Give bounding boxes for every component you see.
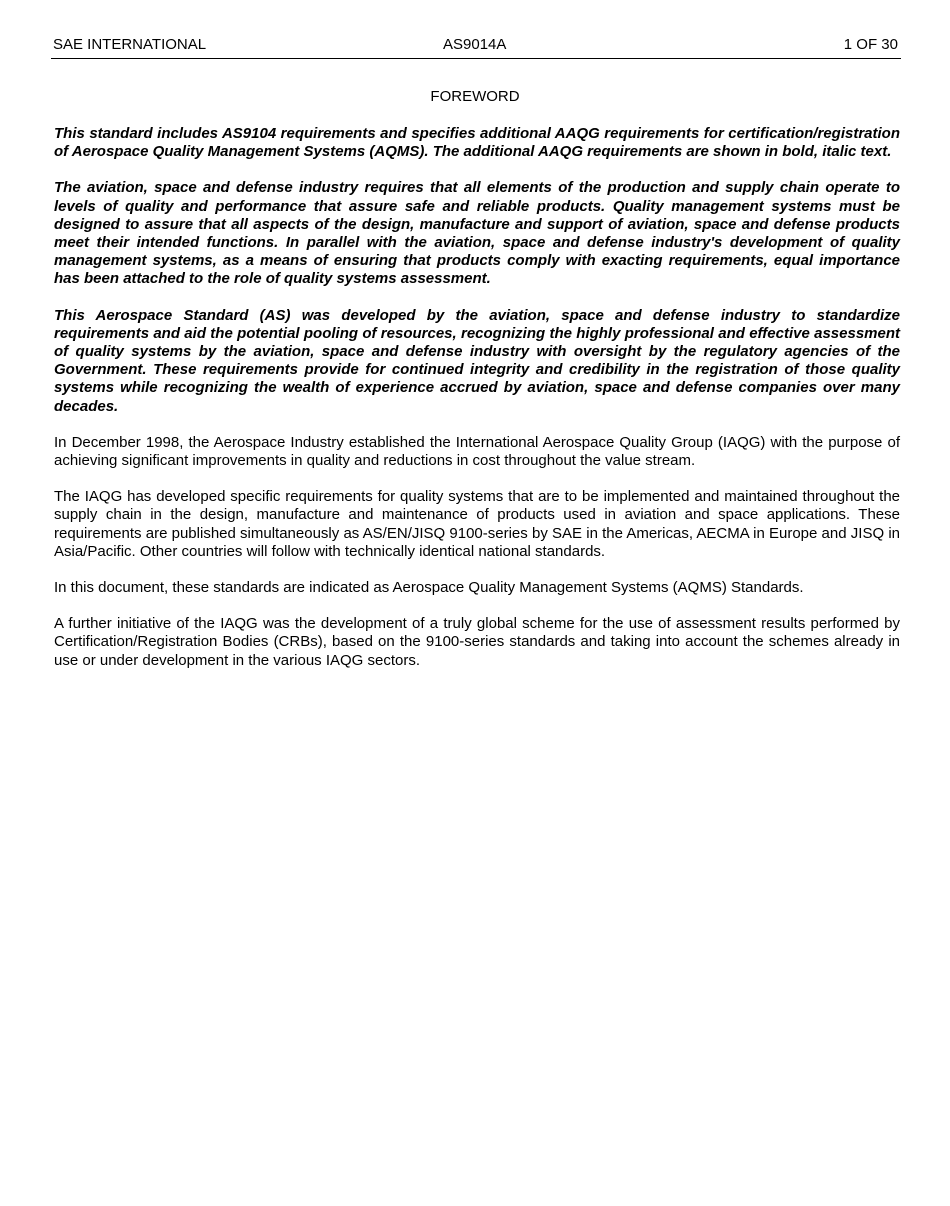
- paragraph-iaqg-requirements: The IAQG has developed specific requirements for quality systems that are to be implemented and maintained throughout the supply chain in the design, manufacture and maintenance of products used in aviation and space applications. These requirements are published simultaneously as AS/EN/JISQ 9100-series by SAE in the Americas, AECMA in Europe and JISQ in Asia/Pacific. Other countries will follow with technically identical national standards.: [54, 488, 900, 560]
- header-document-number: AS9014A: [443, 36, 507, 53]
- paragraph-aqms-standards: In this document, these standards are indicated as Aerospace Quality Management Systems (AQMS) Standards.: [54, 579, 804, 597]
- document-body: [54, 125, 900, 688]
- header-page-number: 1 OF 30: [843, 36, 898, 53]
- page-header: [51, 34, 901, 59]
- paragraph-industry-requirements: The aviation, space and defense industry requires that all elements of the production and supply chain operate to levels of quality and performance that assure safe and reliable products. Quality management systems must be designed to assure that all aspects of the design, manufacture and support of aviation, space and defense products meet their intended functions. In parallel with the aviation, space and defense industry's development of quality management systems, as a means of ensuring that products comply with exacting requirements, equal importance has been attached to the role of quality systems assessment.: [54, 179, 900, 288]
- paragraph-standard-development: This Aerospace Standard (AS) was developed by the aviation, space and defense industry to standardize requirements and aid the potential pooling of resources, recognizing the highly professional and effective assessment of quality systems by the aviation, space and defense industry with oversight by the regulatory agencies of the Government. These requirements provide for continued integrity and credibility in the registration of those quality systems while recognizing the wealth of experience accrued by aviation, space and defense companies over many decades.: [54, 306, 900, 415]
- paragraph-iaqg-established: In December 1998, the Aerospace Industry established the International Aerospace Quality Group (IAQG) with the purpose of achieving significant improvements in quality and reductions in cost throughout the value stream.: [54, 433, 900, 470]
- paragraph-scope: This standard includes AS9104 requirements and specifies additional AAQG requirements for certification/registration of Aerospace Quality Management Systems (AQMS). The additional AAQG requirements are shown in bold, italic text.: [54, 125, 900, 161]
- paragraph-global-scheme: A further initiative of the IAQG was the development of a truly global scheme for the use of assessment results performed by Certification/Registration Bodies (CRBs), based on the 9100-series standards and taking into account the schemes already in use or under development in the various IAQG sectors.: [54, 615, 900, 669]
- header-organization: SAE INTERNATIONAL: [53, 36, 207, 53]
- section-title: FOREWORD: [430, 88, 520, 105]
